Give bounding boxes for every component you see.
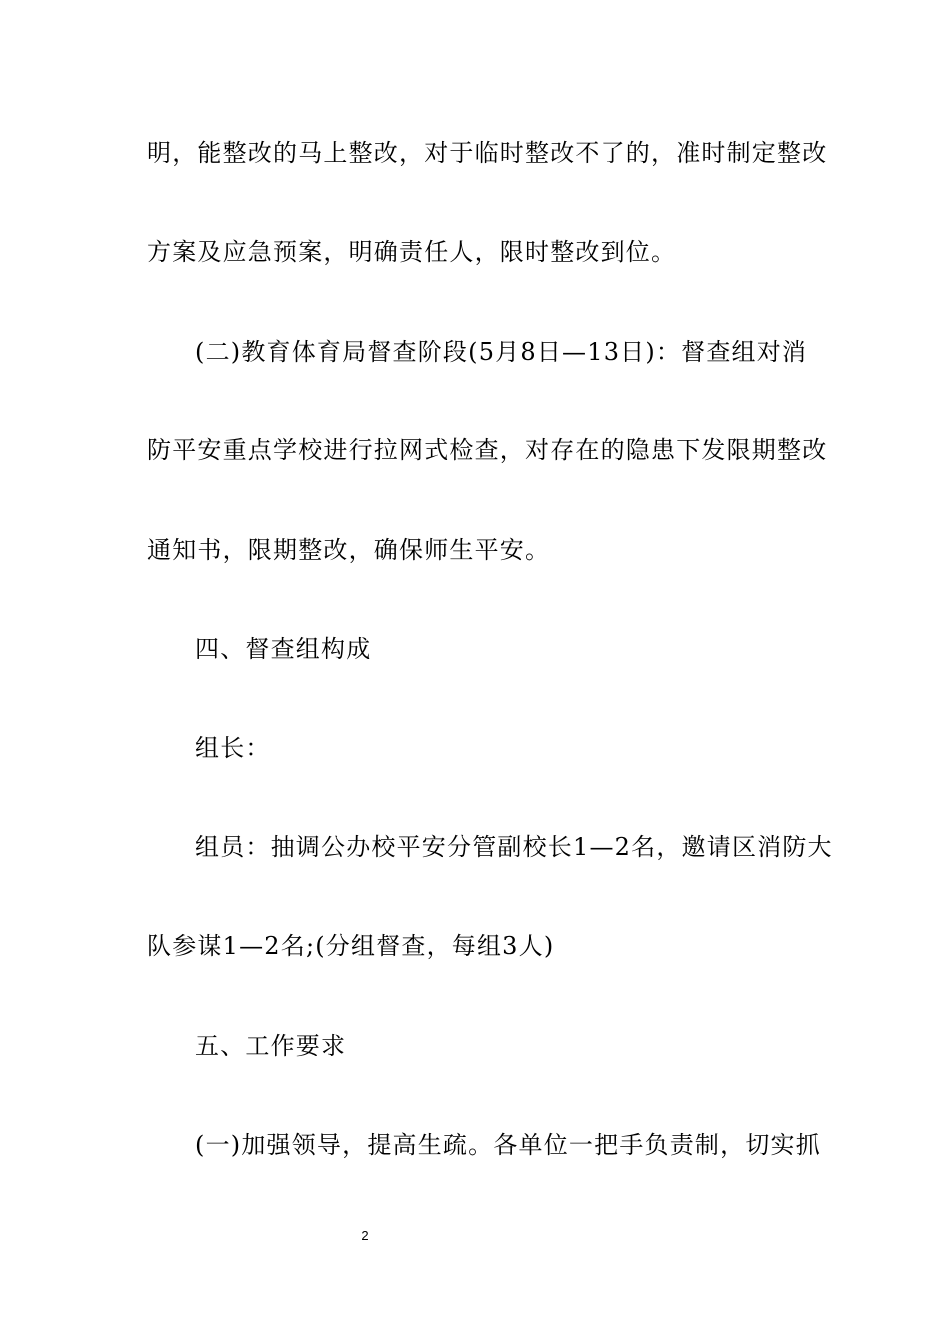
group-members-line: 组员：抽调公办校平安分管副校长1—2名，邀请区消防大 xyxy=(195,833,833,861)
paragraph-line: 队参谋1—2名;(分组督查，每组3人) xyxy=(147,932,555,960)
heading-inspection-group: 四、督查组构成 xyxy=(195,635,372,663)
page-number: 2 xyxy=(361,1228,369,1243)
requirement-one-line: (一)加强领导，提高生疏。各单位一把手负责制，切实抓 xyxy=(195,1131,821,1159)
paragraph-line: 防平安重点学校进行拉网式检查，对存在的隐患下发限期整改 xyxy=(147,436,828,464)
paragraph-line: 明，能整改的马上整改，对于临时整改不了的，准时制定整改 xyxy=(147,139,828,167)
group-leader-line: 组长： xyxy=(195,734,271,762)
paragraph-line: 通知书，限期整改，确保师生平安。 xyxy=(147,536,551,564)
section-two-line: (二)教育体育局督查阶段(5月8日—13日)：督查组对消 xyxy=(195,338,808,366)
paragraph-line: 方案及应急预案，明确责任人，限时整改到位。 xyxy=(147,238,677,266)
heading-work-requirements: 五、工作要求 xyxy=(195,1032,347,1060)
